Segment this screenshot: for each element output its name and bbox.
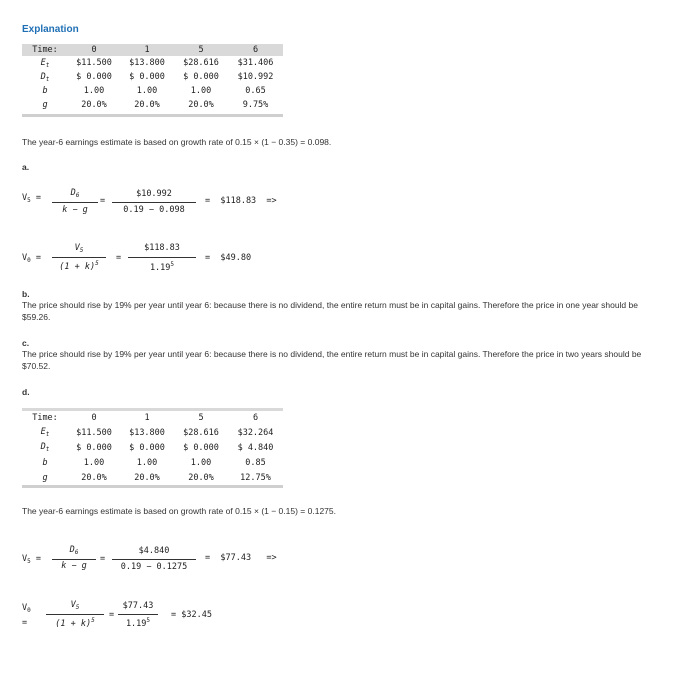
col-header: 6: [252, 413, 259, 423]
col-header: 6: [228, 44, 283, 56]
table-header-row: [22, 44, 283, 56]
table-cell: $ 0.000: [129, 442, 165, 453]
table-row: [22, 70, 283, 84]
col-header: 0: [68, 44, 120, 56]
v5-value-denominator: 0.19 − 0.098: [123, 205, 185, 215]
equals-sign: =: [100, 554, 106, 564]
equals-sign: =: [100, 196, 106, 206]
table-row: [22, 440, 283, 455]
fraction-bar: [128, 257, 196, 258]
equals-sign: =: [116, 253, 122, 263]
table-header-row: [22, 411, 283, 425]
table-cell: $ 0.000: [76, 442, 112, 453]
col-header: 5: [198, 413, 204, 423]
row-label: b: [42, 86, 48, 96]
table-cell: $ 0.000: [183, 442, 219, 453]
table-cell: 1.00: [190, 457, 212, 468]
table-row: [22, 470, 283, 485]
v0-lhs: $V_0$ =: [22, 603, 31, 628]
equals-sign: =: [109, 610, 115, 620]
part-b-label: b.: [22, 289, 30, 299]
table-cell: 20.0%: [188, 100, 214, 110]
table-cell: 1.00: [136, 457, 158, 468]
v5-value-denominator: 0.19 − 0.1275: [120, 562, 188, 572]
earnings-table-2: [22, 411, 283, 485]
v0-value-numerator: $77.43: [122, 601, 154, 611]
row-label: $D_t$: [40, 442, 50, 453]
table-cell: $13.800: [129, 427, 165, 438]
v0-result: = $32.45: [171, 610, 212, 620]
v5-result: = $118.83 =>: [205, 196, 277, 206]
table-cell: $11.500: [76, 58, 112, 68]
row-label: b: [42, 457, 48, 468]
table-cell: 12.75%: [240, 472, 271, 483]
v5-result: = $77.43 =>: [205, 553, 277, 563]
col-header: 1: [144, 413, 150, 423]
v5-numerator: $D_6$: [69, 545, 79, 556]
row-label: $E_t$: [40, 57, 50, 69]
part-a-label: a.: [22, 162, 30, 172]
table-cell: 9.75%: [242, 100, 269, 110]
v5-lhs: $V_5$ =: [22, 554, 41, 565]
table-cell: $10.992: [237, 72, 274, 82]
time-header: Time:: [22, 44, 68, 56]
table-cell: $13.800: [129, 58, 165, 68]
v5-denominator: k − g: [61, 561, 87, 571]
table-cell: $ 4.840: [237, 442, 274, 453]
v0-value-denominator: 1.19$^5$: [149, 261, 175, 273]
fraction-bar: [52, 202, 98, 203]
fraction-bar: [52, 559, 96, 560]
growth-text-2: The year-6 earnings estimate is based on growth rate of 0.15 × (1 − 0.15) = 0.1275.: [22, 506, 336, 516]
v5-denominator: k − g: [62, 205, 88, 215]
row-label: $E_t$: [40, 427, 50, 438]
v5-value-numerator: $4.840: [138, 546, 170, 556]
table-cell: 20.0%: [81, 472, 107, 483]
row-label: $D_t$: [40, 71, 50, 83]
table-cell: $28.616: [183, 58, 219, 68]
explanation-title: Explanation: [22, 24, 79, 35]
table-divider: [22, 485, 283, 488]
part-c-label: c.: [22, 338, 30, 348]
fraction-bar: [112, 559, 196, 560]
row-label: g: [42, 100, 48, 110]
table-cell: $ 0.000: [183, 72, 219, 82]
table-cell: $28.616: [183, 427, 219, 438]
table-cell: 1.00: [83, 457, 105, 468]
table-divider: [22, 114, 283, 117]
table-row: [22, 98, 283, 112]
table-cell: 0.65: [245, 86, 266, 96]
v0-numerator: $V_5$: [70, 600, 80, 611]
table-row: [22, 455, 283, 470]
table-row: [22, 425, 283, 440]
part-b-text: The price should rise by 19% per year until year 6: because there is no dividend, the entire return must be in capital gains. Therefore the price in one year should be $59.26.: [22, 300, 638, 322]
row-label: g: [42, 472, 48, 483]
fraction-bar: [112, 202, 196, 203]
v0-result: = $49.80: [205, 253, 252, 263]
table-row: [22, 84, 283, 98]
earnings-table-1: [22, 44, 283, 112]
fraction-bar: [52, 257, 106, 258]
col-header: 5: [174, 44, 228, 56]
table-cell: $ 0.000: [129, 72, 165, 82]
v0-lhs: $V_0$ =: [22, 253, 41, 264]
fraction-bar: [118, 614, 158, 615]
v0-numerator: $V_5$: [74, 243, 84, 254]
table-cell: 20.0%: [134, 100, 160, 110]
table-cell: 20.0%: [81, 100, 107, 110]
table-row: [22, 56, 283, 70]
part-d-label: d.: [22, 387, 30, 397]
table-cell: 1.00: [83, 86, 105, 96]
time-header: Time:: [32, 413, 58, 423]
v5-numerator: $D_6$: [70, 188, 80, 199]
table-cell: $31.406: [237, 58, 274, 68]
table-cell: $ 0.000: [76, 72, 112, 82]
table-cell: 1.00: [136, 86, 158, 96]
col-header: 0: [91, 413, 97, 423]
table-cell: $32.264: [237, 427, 274, 438]
table-cell: 0.85: [245, 457, 266, 468]
v0-value-numerator: $118.83: [144, 243, 180, 253]
growth-text-1: The year-6 earnings estimate is based on growth rate of 0.15 × (1 − 0.35) = 0.098.: [22, 137, 332, 147]
col-header: 1: [120, 44, 174, 56]
v5-lhs: $V_5$ =: [22, 193, 41, 204]
part-c-text: The price should rise by 19% per year until year 6: because there is no dividend, the entire return must be in capital gains. Therefore the price in two years should be $70.52.: [22, 349, 642, 371]
table-cell: 20.0%: [188, 472, 214, 483]
v0-value-denominator: 1.19$^5$: [125, 617, 151, 629]
v5-value-numerator: $10.992: [136, 189, 172, 199]
v0-denominator: $(1 + k)^5$: [59, 260, 99, 272]
table-cell: 20.0%: [134, 472, 160, 483]
v0-denominator: $(1 + k)^5$: [55, 617, 95, 629]
table-cell: 1.00: [190, 86, 212, 96]
fraction-bar: [46, 614, 104, 615]
table-cell: $11.500: [76, 427, 112, 438]
